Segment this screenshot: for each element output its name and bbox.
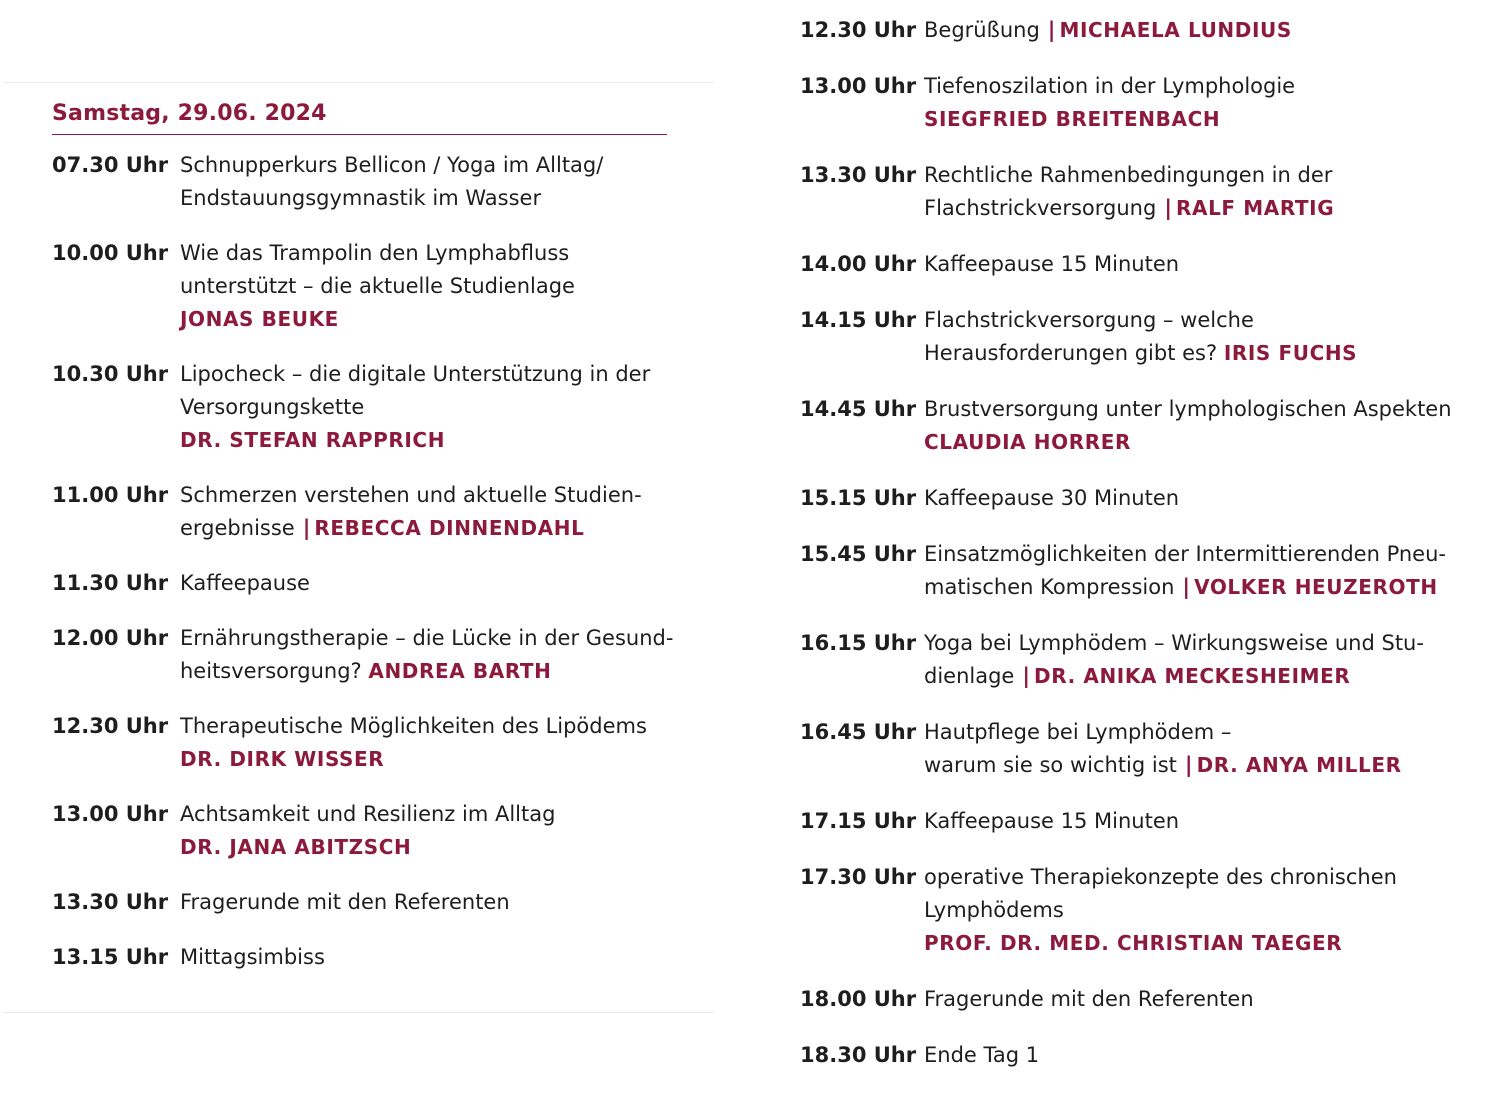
entry-body: [924, 393, 1460, 459]
entry-time: 11.30 Uhr: [52, 571, 169, 595]
entry-title-line: Lipocheck – die digitale Unterstützung in der: [180, 362, 651, 386]
entry-body: [180, 941, 672, 974]
entry-time: 18.30 Uhr: [800, 1043, 917, 1067]
entry-body: [180, 622, 673, 688]
entry-title-line: unterstützt – die aktuelle Studienlage: [180, 274, 575, 298]
right-entry-list: [800, 14, 1460, 1072]
schedule-entry: [800, 1039, 1460, 1072]
entry-time: 13.30 Uhr: [800, 163, 917, 187]
schedule-entry: [800, 627, 1460, 693]
entry-time: 16.45 Uhr: [800, 720, 917, 744]
entry-time: 13.15 Uhr: [52, 945, 169, 969]
entry-time: 10.30 Uhr: [52, 362, 169, 386]
bottom-divider: [4, 1012, 714, 1013]
speaker-name: JONAS BEUKE: [180, 307, 339, 331]
entry-time: 11.00 Uhr: [52, 483, 169, 507]
schedule-entry: [800, 538, 1460, 604]
entry-title-line: Einsatzmöglichkeiten der Intermittierenden Pneu-: [924, 542, 1446, 566]
entry-title-line: operative Therapiekonzepte des chronischen: [924, 865, 1397, 889]
speaker-separator: |: [1164, 196, 1172, 220]
entry-body: [180, 886, 672, 919]
speaker-name: DR. ANYA MILLER: [1196, 753, 1402, 777]
entry-title-line: Wie das Trampolin den Lymphabfluss: [180, 241, 570, 265]
entry-time: 12.00 Uhr: [52, 626, 169, 650]
entry-time: 12.30 Uhr: [800, 18, 917, 42]
schedule-entry: [52, 479, 672, 545]
schedule-entry: [52, 237, 672, 336]
entry-body: [180, 237, 672, 336]
entry-time: 17.15 Uhr: [800, 809, 917, 833]
speaker-name: ANDREA BARTH: [368, 659, 552, 683]
schedule-entry: [800, 14, 1460, 47]
entry-title-text: Flachstrickversorgung: [924, 196, 1157, 220]
speaker-separator: |: [302, 516, 311, 540]
entry-body: [180, 358, 672, 457]
entry-body: [924, 70, 1460, 136]
entry-body: [924, 716, 1460, 782]
speaker-name: SIEGFRIED BREITENBACH: [924, 107, 1221, 131]
entry-title-line: [924, 337, 1460, 370]
entry-body: [924, 805, 1460, 838]
entry-body: [924, 248, 1460, 281]
entry-body: [924, 627, 1460, 693]
entry-body: [924, 538, 1460, 604]
entry-title-line: [180, 512, 672, 545]
entry-title-text: dienlage: [924, 664, 1015, 688]
entry-title-line: Schnupperkurs Bellicon / Yoga im Alltag/: [180, 153, 604, 177]
entry-title-line: Yoga bei Lymphödem – Wirkungsweise und Stu-: [924, 631, 1424, 655]
schedule-entry: [52, 941, 672, 974]
speaker-name: VOLKER HEUZEROTH: [1194, 575, 1438, 599]
entry-body: [180, 479, 672, 545]
entry-title-line: Versorgungskette: [180, 395, 365, 419]
entry-body: [924, 14, 1460, 47]
speaker-name: PROF. DR. MED. CHRISTIAN TAEGER: [924, 931, 1343, 955]
entry-body: [180, 149, 672, 215]
entry-title-line: [924, 192, 1460, 225]
schedule-entry: [800, 805, 1460, 838]
entry-body: [924, 482, 1460, 515]
schedule-entry: [800, 983, 1460, 1016]
entry-title-line: Achtsamkeit und Resilienz im Alltag: [180, 802, 556, 826]
entry-title-text: Begrüßung: [924, 18, 1040, 42]
entry-time: 14.15 Uhr: [800, 308, 917, 332]
speaker-separator: |: [1047, 18, 1056, 42]
entry-title-line: Fragerunde mit den Referenten: [924, 987, 1254, 1011]
entry-title-line: [924, 749, 1460, 782]
entry-title-line: Kaffeepause 30 Minuten: [924, 486, 1180, 510]
schedule-entry: [52, 567, 672, 600]
entry-body: [180, 798, 672, 864]
speaker-name: REBECCA DINNENDAHL: [314, 516, 585, 540]
entry-title-line: [924, 660, 1460, 693]
entry-title-line: Tiefenoszilation in der Lymphologie: [924, 74, 1296, 98]
entry-body: [180, 567, 672, 600]
speaker-separator: |: [1022, 664, 1031, 688]
schedule-entry: [52, 149, 672, 215]
day-title: Samstag, 29.06. 2024: [52, 100, 667, 135]
schedule-entry: [52, 358, 672, 457]
schedule-entry: [800, 393, 1460, 459]
entry-title-line: Kaffeepause 15 Minuten: [924, 809, 1180, 833]
entry-title-text: heitsversorgung?: [180, 659, 362, 683]
entry-time: 13.00 Uhr: [800, 74, 917, 98]
entry-body: [924, 304, 1460, 370]
schedule-entry: [800, 304, 1460, 370]
entry-title-line: Ernährungstherapie – die Lücke in der Gesund-: [180, 626, 674, 650]
entry-time: 17.30 Uhr: [800, 865, 917, 889]
speaker-name: DR. ANIKA MECKESHEIMER: [1034, 664, 1351, 688]
schedule-entry: [800, 248, 1460, 281]
entry-time: 12.30 Uhr: [52, 714, 169, 738]
speaker-separator: |: [1182, 575, 1191, 599]
entry-title-line: Ende Tag 1: [924, 1043, 1040, 1067]
speaker-name: DR. STEFAN RAPPRICH: [180, 428, 446, 452]
schedule-entry: [52, 798, 672, 864]
entry-title-line: Fragerunde mit den Referenten: [180, 890, 510, 914]
entry-time: 18.00 Uhr: [800, 987, 917, 1011]
left-entry-list: [52, 149, 672, 974]
entry-title-line: Rechtliche Rahmenbedingungen in der: [924, 163, 1333, 187]
entry-title-line: Flachstrickversorgung – welche: [924, 308, 1254, 332]
entry-title-text: ergebnisse: [180, 516, 295, 540]
entry-time: 10.00 Uhr: [52, 241, 169, 265]
entry-title-line: [180, 655, 673, 688]
speaker-separator: |: [1184, 753, 1193, 777]
schedule-entry: [800, 716, 1460, 782]
schedule-entry: [52, 710, 672, 776]
entry-time: 07.30 Uhr: [52, 153, 169, 177]
top-divider: [4, 82, 714, 83]
entry-title-line: Mittagsimbiss: [180, 945, 325, 969]
entry-time: 15.15 Uhr: [800, 486, 917, 510]
schedule-entry: [800, 482, 1460, 515]
entry-title-text: Herausforderungen gibt es?: [924, 341, 1218, 365]
entry-body: [924, 1039, 1460, 1072]
entry-time: 13.30 Uhr: [52, 890, 169, 914]
schedule-entry: [800, 70, 1460, 136]
speaker-name: DR. JANA ABITZSCH: [180, 835, 412, 859]
entry-body: [924, 159, 1460, 225]
entry-title-line: Kaffeepause 15 Minuten: [924, 252, 1180, 276]
entry-title-line: Hautpflege bei Lymphödem –: [924, 720, 1232, 744]
schedule-right-column: [800, 14, 1460, 1072]
schedule-left-column: [52, 100, 672, 974]
entry-body: [924, 983, 1460, 1016]
entry-title-line: Schmerzen verstehen und aktuelle Studien-: [180, 483, 642, 507]
speaker-name: MICHAELA LUNDIUS: [1059, 18, 1292, 42]
speaker-name: RALF MARTIG: [1175, 196, 1335, 220]
entry-time: 14.45 Uhr: [800, 397, 917, 421]
entry-title-text: matischen Kompression: [924, 575, 1175, 599]
entry-time: 13.00 Uhr: [52, 802, 169, 826]
entry-title-line: [924, 571, 1460, 604]
schedule-entry: [52, 622, 672, 688]
entry-body: [180, 710, 672, 776]
entry-title-line: Endstauungsgymnastik im Wasser: [180, 186, 542, 210]
speaker-name: DR. DIRK WISSER: [180, 747, 385, 771]
speaker-name: IRIS FUCHS: [1223, 341, 1358, 365]
entry-title-line: [924, 14, 1460, 47]
entry-title-line: Kaffeepause: [180, 571, 310, 595]
entry-title-line: Therapeutische Möglichkeiten des Lipödems: [180, 714, 647, 738]
entry-time: 15.45 Uhr: [800, 542, 917, 566]
schedule-entry: [800, 861, 1460, 960]
entry-time: 16.15 Uhr: [800, 631, 917, 655]
schedule-entry: [52, 886, 672, 919]
entry-title-line: Lymphödems: [924, 898, 1064, 922]
entry-title-line: Brustversorgung unter lymphologischen Aspekten: [924, 397, 1452, 421]
speaker-name: CLAUDIA HORRER: [924, 430, 1132, 454]
entry-title-text: warum sie so wichtig ist: [924, 753, 1177, 777]
schedule-entry: [800, 159, 1460, 225]
entry-time: 14.00 Uhr: [800, 252, 917, 276]
entry-body: [924, 861, 1460, 960]
